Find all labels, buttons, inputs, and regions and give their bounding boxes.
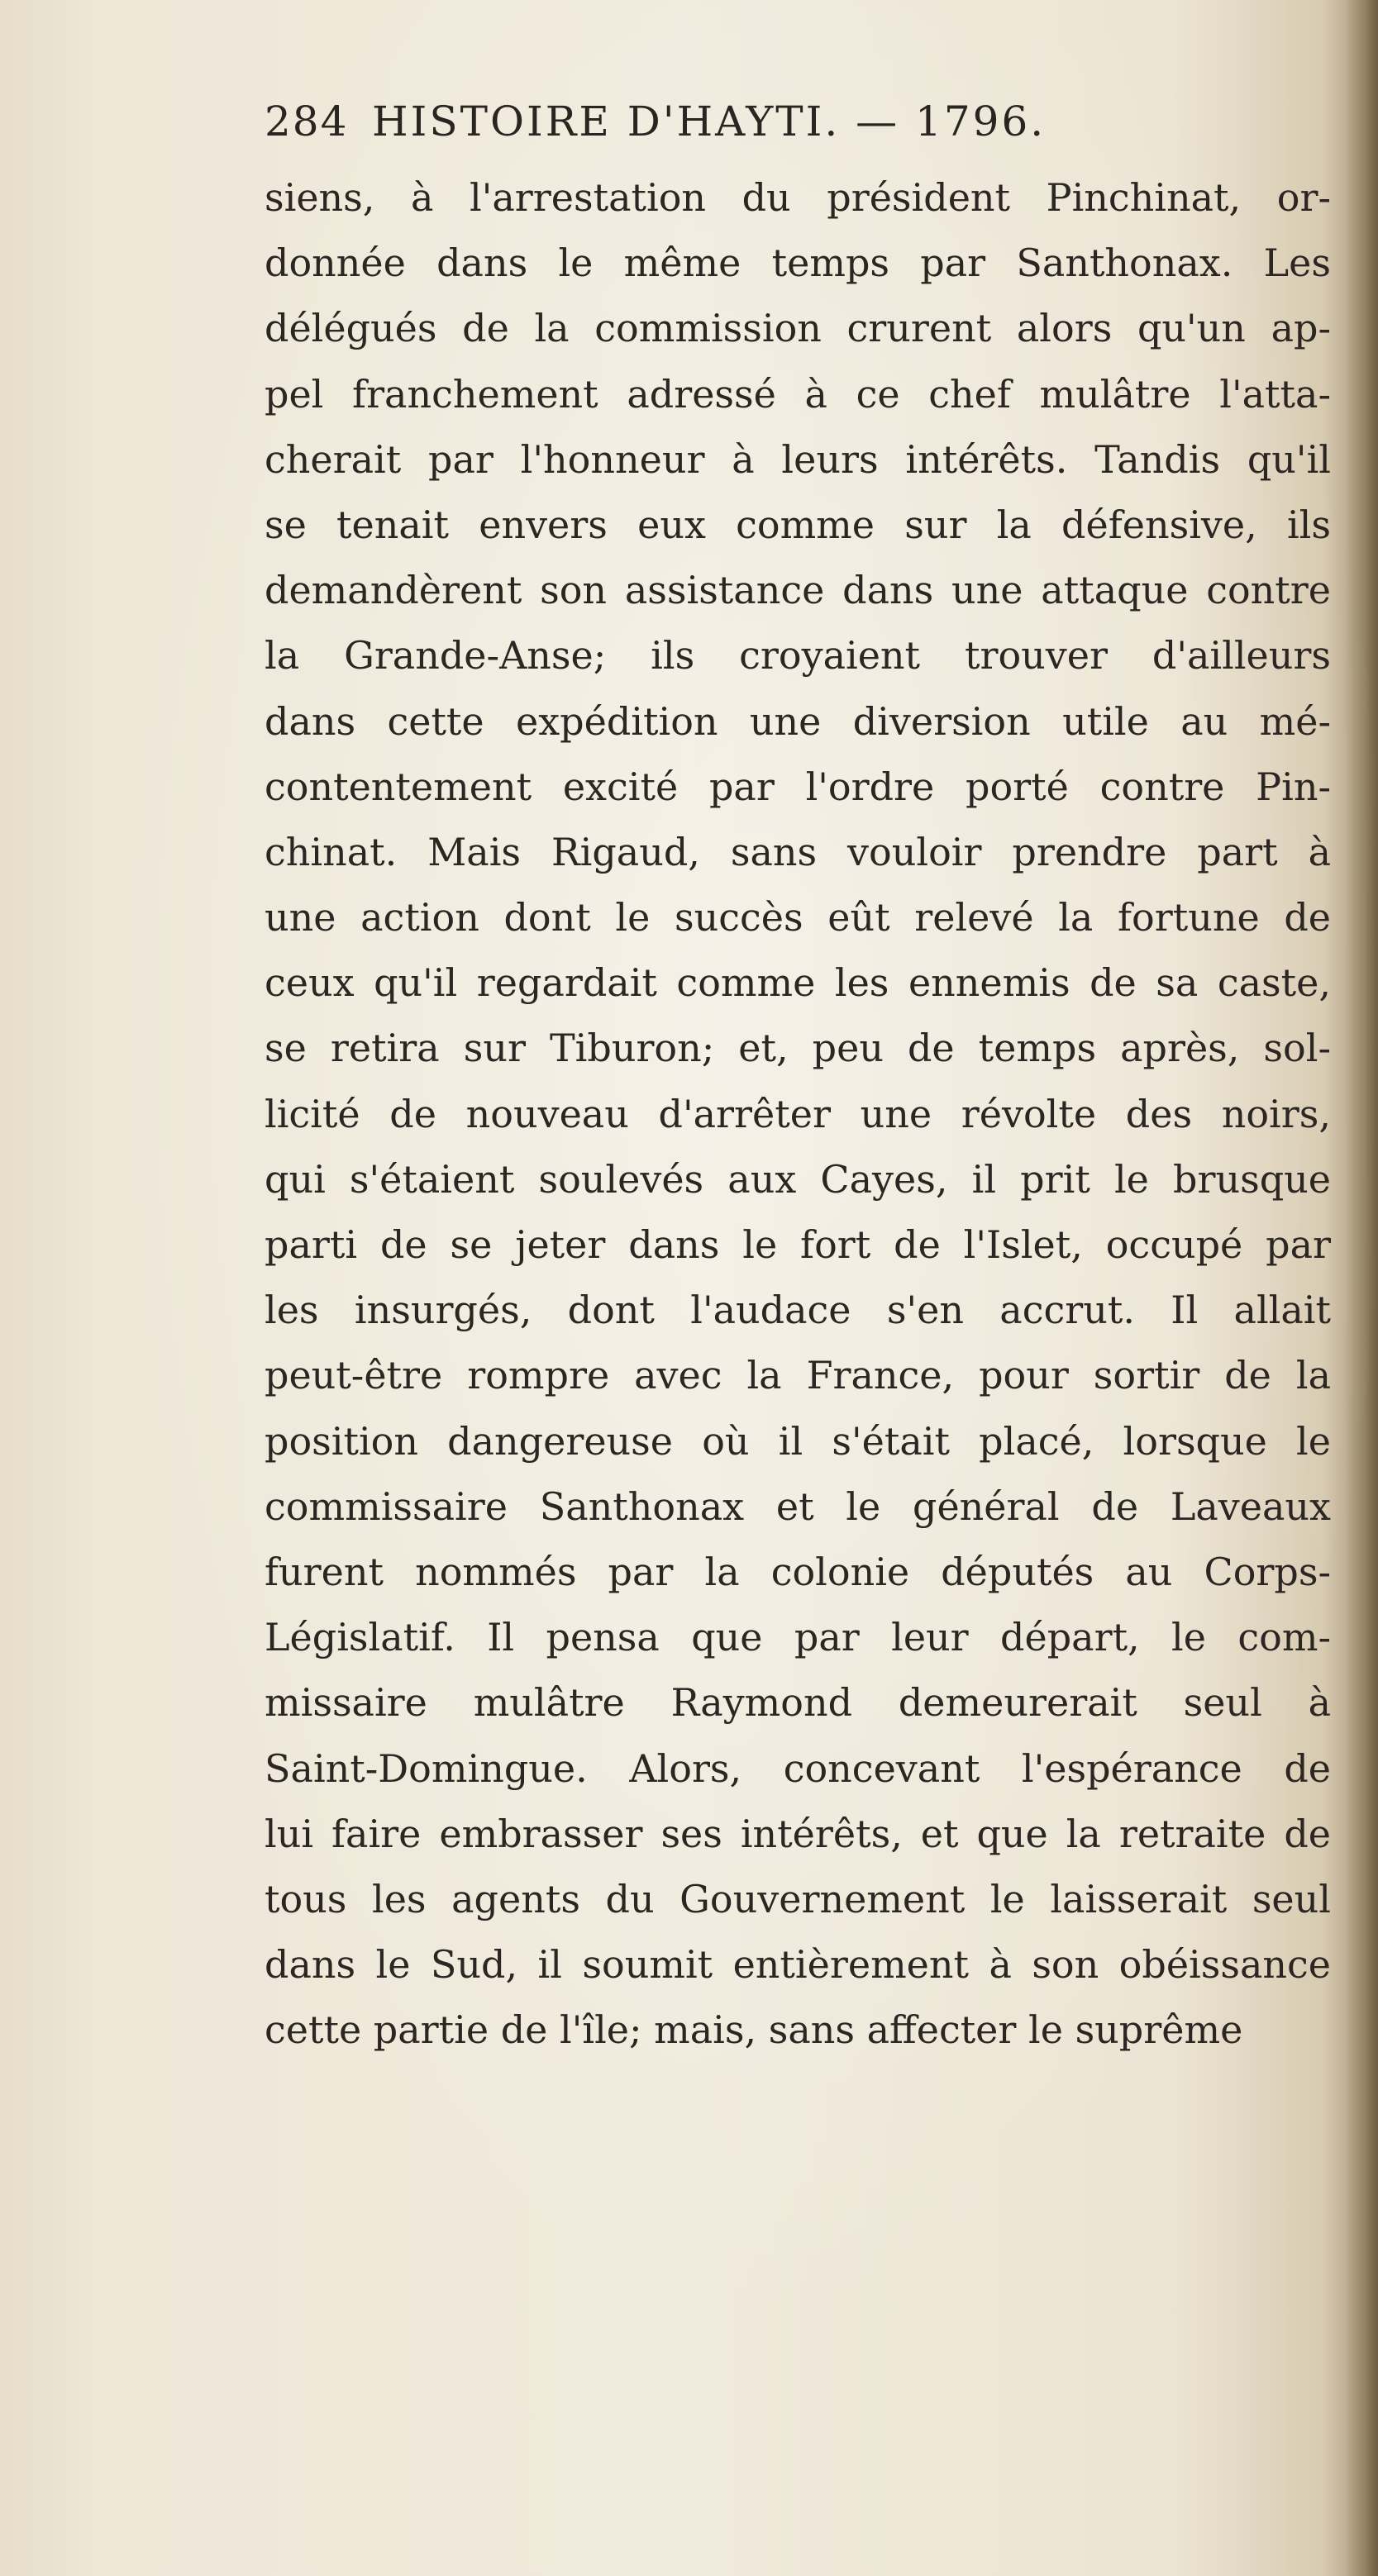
page-edge-shadow (1345, 0, 1378, 2576)
text-line: dans cette expédition une diversion utile au mé- (265, 698, 1331, 744)
text-line: pel franchement adressé à ce chef mulâtre l'atta- (265, 371, 1331, 417)
text-line: donnée dans le même temps par Santhonax. Les (265, 240, 1331, 286)
body-text (265, 165, 1331, 2063)
text-line: position dangereuse où il s'était placé, lorsque le (265, 1418, 1331, 1464)
text-line: tous les agents du Gouvernement le laisserait seul (265, 1876, 1331, 1921)
text-line: dans le Sud, il soumit entièrement à son obéissance (265, 1942, 1331, 1988)
text-line: chinat. Mais Rigaud, sans vouloir prendre part à (265, 829, 1331, 874)
text-line: demandèrent son assistance dans une attaque contre (265, 568, 1331, 613)
running-title: HISTOIRE D'HAYTI. — 1796. (372, 98, 1047, 145)
text-line: Saint-Domingue. Alors, concevant l'espérance de (265, 1745, 1331, 1791)
text-line: Législatif. Il pensa que par leur départ, le com- (265, 1615, 1331, 1660)
text-line: licité de nouveau d'arrêter une révolte des noirs, (265, 1091, 1331, 1136)
text-line: délégués de la commission crurent alors qu'un ap- (265, 306, 1331, 351)
text-line: ceux qu'il regardait comme les ennemis de sa caste, (265, 960, 1331, 1006)
page-number: 284 (265, 98, 349, 145)
text-line: cherait par l'honneur à leurs intérêts. Tandis qu'il (265, 436, 1331, 482)
text-line: les insurgés, dont l'audace s'en accrut. Il allait (265, 1288, 1331, 1333)
text-line: qui s'étaient soulevés aux Cayes, il prit le brusque (265, 1156, 1331, 1202)
text-line: parti de se jeter dans le fort de l'Islet, occupé par (265, 1222, 1331, 1267)
text-line: siens, à l'arrestation du président Pinchinat, or- (265, 175, 1331, 220)
running-head (265, 93, 1331, 150)
text-line: peut-être rompre avec la France, pour sortir de la (265, 1353, 1331, 1398)
text-line: la Grande-Anse; ils croyaient trouver d'ailleurs (265, 633, 1331, 679)
text-line: cette partie de l'île; mais, sans affecter le suprême (265, 2007, 1243, 2053)
text-line: commissaire Santhonax et le général de Laveaux (265, 1483, 1331, 1529)
text-line: se tenait envers eux comme sur la défensive, ils (265, 502, 1331, 547)
text-line: contentement excité par l'ordre porté contre Pin- (265, 764, 1331, 809)
text-line: missaire mulâtre Raymond demeurerait seul à (265, 1680, 1331, 1726)
text-line: une action dont le succès eût relevé la fortune de (265, 895, 1331, 940)
text-line: furent nommés par la colonie députés au Corps- (265, 1549, 1331, 1594)
text-line: lui faire embrasser ses intérêts, et que la retraite de (265, 1811, 1331, 1856)
text-line: se retira sur Tiburon; et, peu de temps après, sol- (265, 1026, 1331, 1071)
